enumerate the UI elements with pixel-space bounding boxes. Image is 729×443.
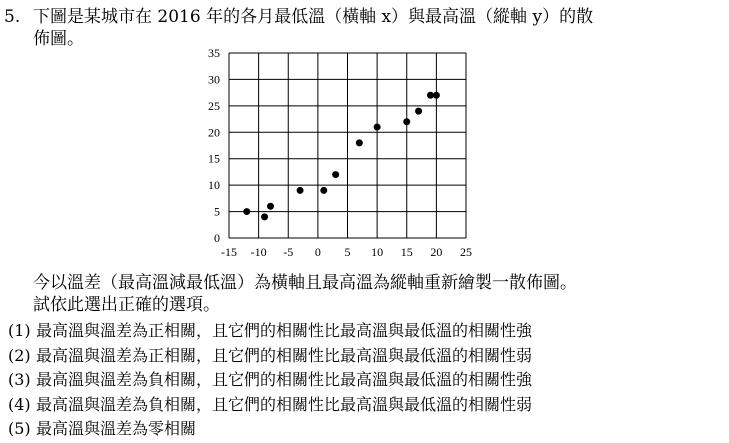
question-intro bbox=[33, 272, 723, 316]
option-5[interactable] bbox=[8, 417, 723, 442]
data-point bbox=[261, 213, 268, 220]
x-tick-label: 10 bbox=[371, 245, 384, 259]
data-point bbox=[403, 118, 410, 125]
data-point bbox=[374, 124, 381, 131]
data-point bbox=[415, 108, 422, 115]
y-tick-label: 10 bbox=[208, 178, 220, 193]
data-point bbox=[243, 208, 250, 215]
option-4[interactable] bbox=[8, 393, 723, 418]
option-text: 最高溫與溫差為正相關，且它們的相關性比最高溫與最低溫的相關性弱 bbox=[36, 345, 533, 365]
y-tick-label: 0 bbox=[214, 231, 220, 245]
y-tick-label: 25 bbox=[208, 98, 220, 113]
option-label: (5) bbox=[8, 419, 31, 438]
x-tick-label: 15 bbox=[400, 245, 413, 259]
data-point bbox=[332, 171, 339, 178]
x-tick-label: -10 bbox=[250, 245, 267, 259]
y-tick-label: 5 bbox=[214, 204, 220, 219]
option-1[interactable] bbox=[8, 319, 723, 344]
option-label: (4) bbox=[8, 394, 31, 414]
x-tick-label: 20 bbox=[430, 245, 443, 259]
x-tick-label: 5 bbox=[344, 245, 351, 259]
data-point bbox=[267, 203, 274, 210]
option-label: (2) bbox=[8, 345, 31, 365]
data-point bbox=[356, 139, 363, 146]
question-number: 5. bbox=[4, 7, 21, 27]
y-tick-label: 35 bbox=[208, 46, 220, 60]
y-tick-label: 30 bbox=[208, 72, 220, 87]
data-point bbox=[433, 92, 440, 99]
x-tick-label: -15 bbox=[221, 245, 237, 259]
options-list bbox=[8, 319, 723, 442]
stem-line-2: 佈圖。 bbox=[33, 29, 84, 49]
option-3[interactable] bbox=[8, 368, 723, 393]
stem-line-1: 下圖是某城市在 2016 年的各月最低溫（橫軸 x）與最高溫（縱軸 y）的散 bbox=[33, 7, 594, 27]
data-point bbox=[320, 187, 327, 194]
chart-grid bbox=[229, 53, 466, 238]
option-label: (1) bbox=[8, 321, 31, 340]
y-tick-label: 20 bbox=[208, 125, 220, 140]
option-text: 最高溫與溫差為負相關，且它們的相關性比最高溫與最低溫的相關性弱 bbox=[36, 394, 533, 414]
x-tick-label: -5 bbox=[283, 245, 294, 259]
data-point bbox=[297, 187, 304, 194]
x-tick-label: 0 bbox=[314, 245, 321, 259]
option-text: 最高溫與溫差為負相關，且它們的相關性比最高溫與最低溫的相關性強 bbox=[36, 370, 533, 389]
chart-tick-labels bbox=[208, 46, 472, 259]
option-label: (3) bbox=[8, 370, 31, 389]
intro-line-1: 今以溫差（最高溫減最低溫）為橫軸且最高溫為縱軸重新繪製一散佈圖。 bbox=[33, 273, 577, 293]
x-tick-label: 25 bbox=[460, 245, 472, 259]
intro-line-2: 試依此選出正確的選項。 bbox=[33, 295, 220, 315]
y-tick-label: 15 bbox=[208, 151, 220, 166]
option-text: 最高溫與溫差為正相關，且它們的相關性比最高溫與最低溫的相關性強 bbox=[36, 321, 533, 340]
option-text: 最高溫與溫差為零相關 bbox=[36, 419, 197, 438]
option-2[interactable] bbox=[8, 344, 723, 369]
chart-points bbox=[243, 92, 440, 221]
